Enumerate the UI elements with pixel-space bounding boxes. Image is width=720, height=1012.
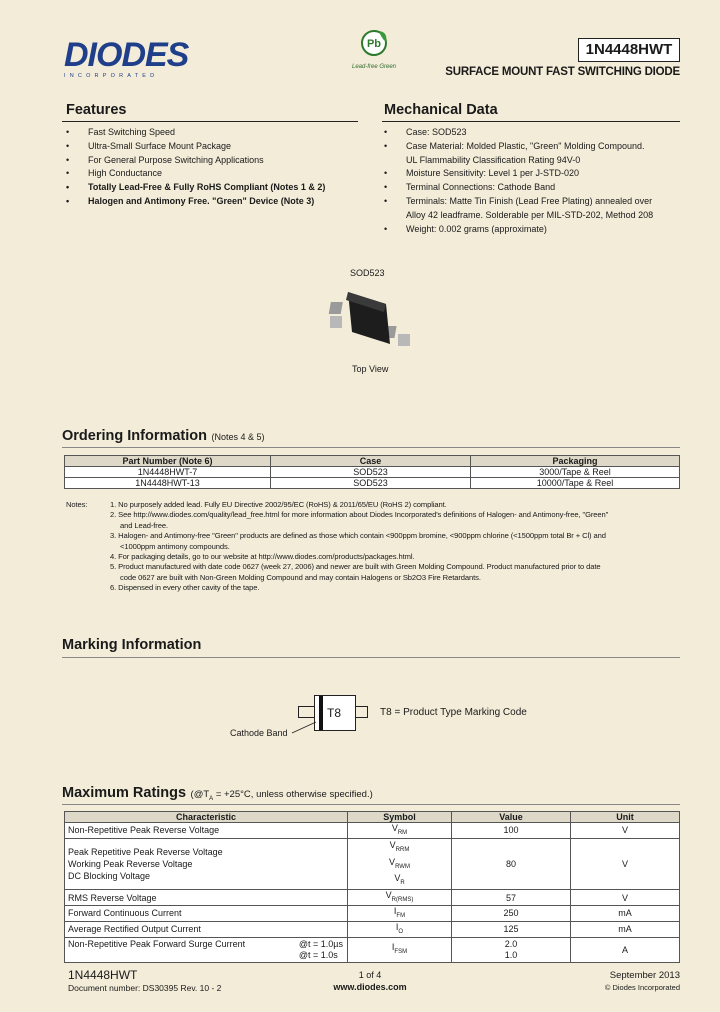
feature-item: • For General Purpose Switching Applications [66, 154, 356, 168]
mech-item: • Case: SOD523 [384, 126, 684, 140]
feature-item: • Halogen and Antimony Free. "Green" Device (Note 3) [66, 195, 356, 209]
feature-item: • High Conductance [66, 167, 356, 181]
note-item: 6. Dispensed in every other cavity of the tape. [110, 583, 260, 593]
table-cell: Non-Repetitive Peak Reverse Voltage [65, 823, 348, 839]
table-cell: 10000/Tape & Reel [471, 478, 680, 489]
unit-cell: V [571, 838, 680, 889]
unit-cell: A [571, 937, 680, 962]
cathode-band-label: Cathode Band [230, 728, 288, 738]
unit-cell: mA [571, 921, 680, 937]
marking-legend: T8 = Product Type Marking Code [380, 707, 527, 718]
mech-item: • Case Material: Molded Plastic, "Green" Molding Compound. [384, 140, 684, 154]
table-cell: SOD523 [271, 467, 471, 478]
ordering-note: (Notes 4 & 5) [211, 432, 265, 442]
table-row [65, 890, 680, 906]
marking-code: T8 [327, 706, 342, 720]
note-item: code 0627 are built with Non-Green Molding Compound and may contain Halogens or Sb2O3 Fire Retardants. [120, 572, 481, 582]
ordering-header-row [65, 456, 680, 467]
unit-cell: V [571, 823, 680, 839]
footer-copyright: © Diodes Incorporated [604, 983, 680, 992]
marking-rule [62, 657, 680, 658]
table-row [65, 467, 680, 478]
symbol-cell: $I_O$ [348, 921, 452, 937]
unit-cell: V [571, 890, 680, 906]
ordering-table [64, 455, 680, 489]
package-illustration [326, 284, 412, 354]
mech-item: • Moisture Sensitivity: Level 1 per J-STD-020 [384, 167, 684, 181]
footer-date: September 2013 [609, 970, 680, 981]
package-name: SOD523 [350, 268, 385, 278]
mechanical-title: Mechanical Data [384, 102, 498, 118]
mech-item: • Weight: 0.002 grams (approximate) [384, 223, 684, 237]
value-cell: 80 [452, 838, 571, 889]
ratings-rule [62, 804, 680, 805]
cathode-arrow [290, 720, 320, 736]
symbol-cell: $V_{R(RMS)}$ [348, 890, 452, 906]
note-item: 1. No purposely added lead. Fully EU Directive 2002/95/EC (RoHS) & 2011/65/EU (RoHS 2) compliant. [110, 500, 447, 509]
features-rule [62, 121, 358, 122]
marking-title: Marking Information [62, 637, 202, 653]
table-cell: 1N4448HWT-13 [65, 478, 271, 489]
ratings-header-cell: Characteristic [65, 812, 348, 823]
note-item: 5. Product manufactured with date code 0627 (week 27, 2006) and newer are built with Green Molding Compound. Product manufactured prior to date [110, 562, 601, 572]
symbol-cell: $I_{FM}$ [348, 905, 452, 921]
table-row [65, 921, 680, 937]
features-list [66, 126, 356, 209]
value-cell: 57 [452, 890, 571, 906]
table-row [65, 838, 680, 889]
table-cell: 1N4448HWT-7 [65, 467, 271, 478]
table-cell: 3000/Tape & Reel [471, 467, 680, 478]
ratings-condition: ($@T_A = +25^\circ C$, unless otherwise specified.) [190, 789, 373, 802]
table-row [65, 905, 680, 921]
ratings-header-cell: Symbol [348, 812, 452, 823]
mech-item: • Terminal Connections: Cathode Band [384, 181, 684, 195]
footer-doc-number: Document number: DS30395 Rev. 10 - 2 [68, 983, 222, 993]
ratings-header-cell: Value [452, 812, 571, 823]
symbol-cell: $I_{FSM}$ [348, 937, 452, 962]
ratings-table [64, 811, 680, 963]
part-number-box: 1N4448HWT [578, 38, 680, 62]
mechanical-list [384, 126, 684, 236]
ordering-heading [62, 427, 264, 445]
note-item: <1000ppm antimony compounds. [120, 541, 230, 551]
table-cell: RMS Reverse Voltage [65, 890, 348, 906]
symbol-cell: $V_{RRM}$ $V_{RWM}$ $V_R$ [348, 838, 452, 889]
footer-part: 1N4448HWT [68, 968, 138, 982]
table-cell: Average Rectified Output Current [65, 921, 348, 937]
ordering-title: Ordering Information [62, 428, 207, 444]
table-row [65, 823, 680, 839]
ratings-heading [62, 784, 373, 802]
logo-subtitle: INCORPORATED [64, 73, 159, 79]
ordering-header-cell: Packaging [471, 456, 680, 467]
note-item: 4. For packaging details, go to our website at http://www.diodes.com/products/packages.html. [110, 552, 415, 561]
note-item: and Lead-free. [120, 520, 168, 530]
value-cell: 250 [452, 905, 571, 921]
feature-item: • Totally Lead-Free & Fully RoHS Compliant (Notes 1 & 2) [66, 181, 356, 195]
value-cell: 2.0 1.0 [452, 937, 571, 962]
table-row [65, 478, 680, 489]
footer-site-link[interactable]: www.diodes.com [333, 982, 407, 992]
feature-item: • Ultra-Small Surface Mount Package [66, 140, 356, 154]
table-cell: Forward Continuous Current [65, 905, 348, 921]
badge-text: Pb [366, 38, 382, 50]
page-subtitle: SURFACE MOUNT FAST SWITCHING DIODE [445, 66, 680, 78]
table-cell: SOD523 [271, 478, 471, 489]
ratings-title: Maximum Ratings [62, 785, 187, 801]
mechanical-rule [382, 121, 680, 122]
leaf-icon [359, 28, 389, 58]
unit-cell: mA [571, 905, 680, 921]
table-cell: Peak Repetitive Peak Reverse Voltage Working Peak Reverse Voltage DC Blocking Voltage [65, 838, 348, 889]
mech-item-continued: Alloy 42 leadframe. Solderable per MIL-STD-202, Method 208 [406, 209, 654, 220]
note-item: 3. Halogen- and Antimony-free "Green" products are defined as those which contain <900ppm bromine, <900ppm chlorine (<1500ppm total Br + Cl) and [110, 531, 606, 541]
ratings-header-cell: Unit [571, 812, 680, 823]
badge-caption: Lead-free Green [351, 64, 397, 70]
note-item: 2. See http://www.diodes.com/quality/lead_free.html for more information about Diodes Incorporated's definitions of Halogen- and Antimony-free, "Green" [110, 510, 609, 520]
mech-item: • Terminals: Matte Tin Finish (Lead Free Plating) annealed over [384, 195, 684, 209]
lead-free-badge [346, 28, 402, 68]
value-cell: 125 [452, 921, 571, 937]
marking-body [314, 695, 356, 731]
marking-lead-right [356, 706, 368, 718]
ratings-header-row [65, 812, 680, 823]
diodes-logo [64, 38, 194, 78]
mech-item-continued: UL Flammability Classification Rating 94V-0 [406, 154, 581, 165]
feature-item: • Fast Switching Speed [66, 126, 356, 140]
features-title: Features [66, 102, 127, 118]
ordering-rule [62, 447, 680, 448]
symbol-cell: $V_{RM}$ [348, 823, 452, 839]
footer-page: 1 of 4 [358, 970, 382, 980]
logo-text: DIODES [64, 36, 189, 74]
notes-label: Notes: [66, 500, 88, 509]
value-cell: 100 [452, 823, 571, 839]
package-view-label: Top View [352, 364, 389, 374]
notes-block [66, 500, 680, 596]
ordering-header-cell: Case [271, 456, 471, 467]
table-row [65, 937, 680, 962]
ordering-header-cell: Part Number (Note 6) [65, 456, 271, 467]
table-cell: Non-Repetitive Peak Forward Surge Current @t = 1.0µs @t = 1.0s [65, 937, 348, 962]
